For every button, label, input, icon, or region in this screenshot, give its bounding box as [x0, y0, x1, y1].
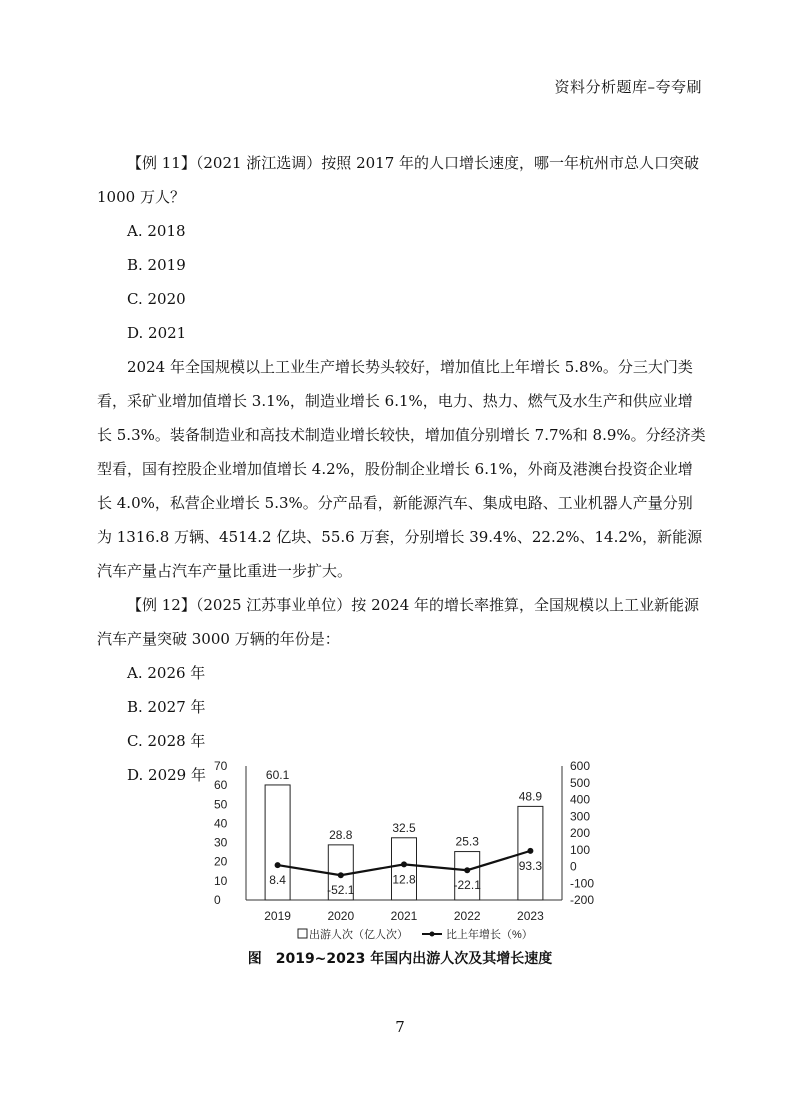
bar-2021	[392, 838, 417, 900]
legend-line-marker	[430, 932, 435, 937]
example-11-option-b: B. 2019	[127, 256, 186, 274]
right-axis-tick-label: 500	[570, 775, 591, 790]
growth-value-label: 8.4	[269, 873, 286, 888]
left-axis-tick-label: 10	[214, 873, 228, 888]
bar-value-label: 25.3	[455, 834, 479, 849]
page-header-title: 资料分析题库–夸夸刷	[554, 78, 702, 96]
bar-2022	[455, 852, 480, 900]
example-11-question: 【例 11】（2021 浙江选调）按照 2017 年的人口增长速度，哪一年杭州市总人口突破 1000 万人？	[97, 154, 700, 206]
legend-bar-label: 出游人次（亿人次）	[309, 929, 408, 941]
bar-value-label: 48.9	[518, 789, 543, 804]
growth-value-label: 93.3	[518, 858, 543, 873]
example-12-option-a: A. 2026 年	[127, 664, 206, 682]
left-axis-tick-label: 70	[214, 759, 228, 773]
page-number: 7	[395, 1018, 405, 1036]
x-axis-category-label: 2019	[264, 909, 291, 923]
right-axis-tick-label: 0	[570, 859, 577, 874]
x-axis-category-label: 2023	[517, 909, 544, 923]
growth-value-label: -52.1	[327, 883, 355, 898]
left-axis-tick-label: 20	[214, 854, 228, 869]
left-axis-tick-label: 50	[214, 797, 228, 812]
page-content	[97, 146, 707, 792]
example-11-option-d: D. 2021	[127, 324, 187, 342]
bar-value-label: 32.5	[392, 820, 416, 835]
bar-value-label: 28.8	[329, 827, 353, 842]
chart-caption: 图 2019~2023 年国内出游人次及其增长速度	[247, 951, 553, 967]
right-axis-tick-label: 300	[570, 809, 591, 824]
material-paragraph: 2024 年全国规模以上工业生产增长势头较好，增加值比上年增长 5.8%。分三大门类看，采矿业增加值增长 3.1%，制造业增长 6.1%，电力、热力、燃气及水生产和供应业增长 5.3%。装备制造业和高技术制造业增长较快，增加值分别增长 7.7%和 8.9%。分经济类型看，国有控股企业增加值增长 4.2%，股份制企业增长 6.1%，外商及港澳台投资企业增长 4.0%，私营企业增长 5.3%。分产品看，新能源汽车、集成电路、工业机器人产量分别为 1316.8 万辆、4514.2 亿块、55.6 万套，分别增长 39.4%、22.2%、14.2%，新能源汽车产量占汽车产量比重进一步扩大。	[97, 358, 706, 580]
right-axis-tick-label: 600	[570, 759, 591, 773]
right-axis-tick-label: -200	[570, 893, 595, 907]
growth-point-2023	[527, 848, 533, 854]
example-11-option-c: C. 2020	[127, 290, 186, 308]
growth-point-2021	[401, 861, 407, 867]
chart-svg	[200, 756, 605, 971]
tourism-chart	[200, 756, 605, 971]
growth-point-2022	[464, 867, 470, 873]
right-axis-tick-label: 200	[570, 826, 591, 840]
legend-line-label: 比上年增长（%）	[446, 929, 533, 941]
growth-value-label: -22.1	[453, 878, 481, 893]
bar-value-label: 60.1	[265, 767, 290, 782]
left-axis-tick-label: 60	[214, 778, 228, 793]
left-axis-tick-label: 0	[214, 893, 221, 907]
x-axis-category-label: 2021	[390, 909, 418, 923]
example-12-option-d: D. 2029 年	[127, 766, 206, 784]
right-axis-tick-label: 100	[570, 842, 591, 857]
x-axis-category-label: 2022	[453, 909, 481, 923]
left-axis-tick-label: 40	[214, 816, 228, 831]
right-axis-tick-label: 400	[570, 792, 591, 807]
example-11-option-a: A. 2018	[127, 222, 186, 240]
example-12-option-c: C. 2028 年	[127, 732, 206, 750]
left-axis-tick-label: 30	[214, 835, 228, 850]
growth-point-2020	[338, 872, 344, 878]
growth-point-2019	[275, 862, 281, 868]
x-axis-category-label: 2020	[327, 909, 355, 923]
example-12-option-b: B. 2027 年	[127, 698, 206, 716]
legend-bar-swatch	[298, 929, 307, 938]
example-12-question: 【例 12】（2025 江苏事业单位）按 2024 年的增长率推算，全国规模以上工业新能源汽车产量突破 3000 万辆的年份是：	[97, 596, 700, 648]
right-axis-tick-label: -100	[570, 876, 595, 891]
growth-value-label: 12.8	[392, 872, 416, 887]
